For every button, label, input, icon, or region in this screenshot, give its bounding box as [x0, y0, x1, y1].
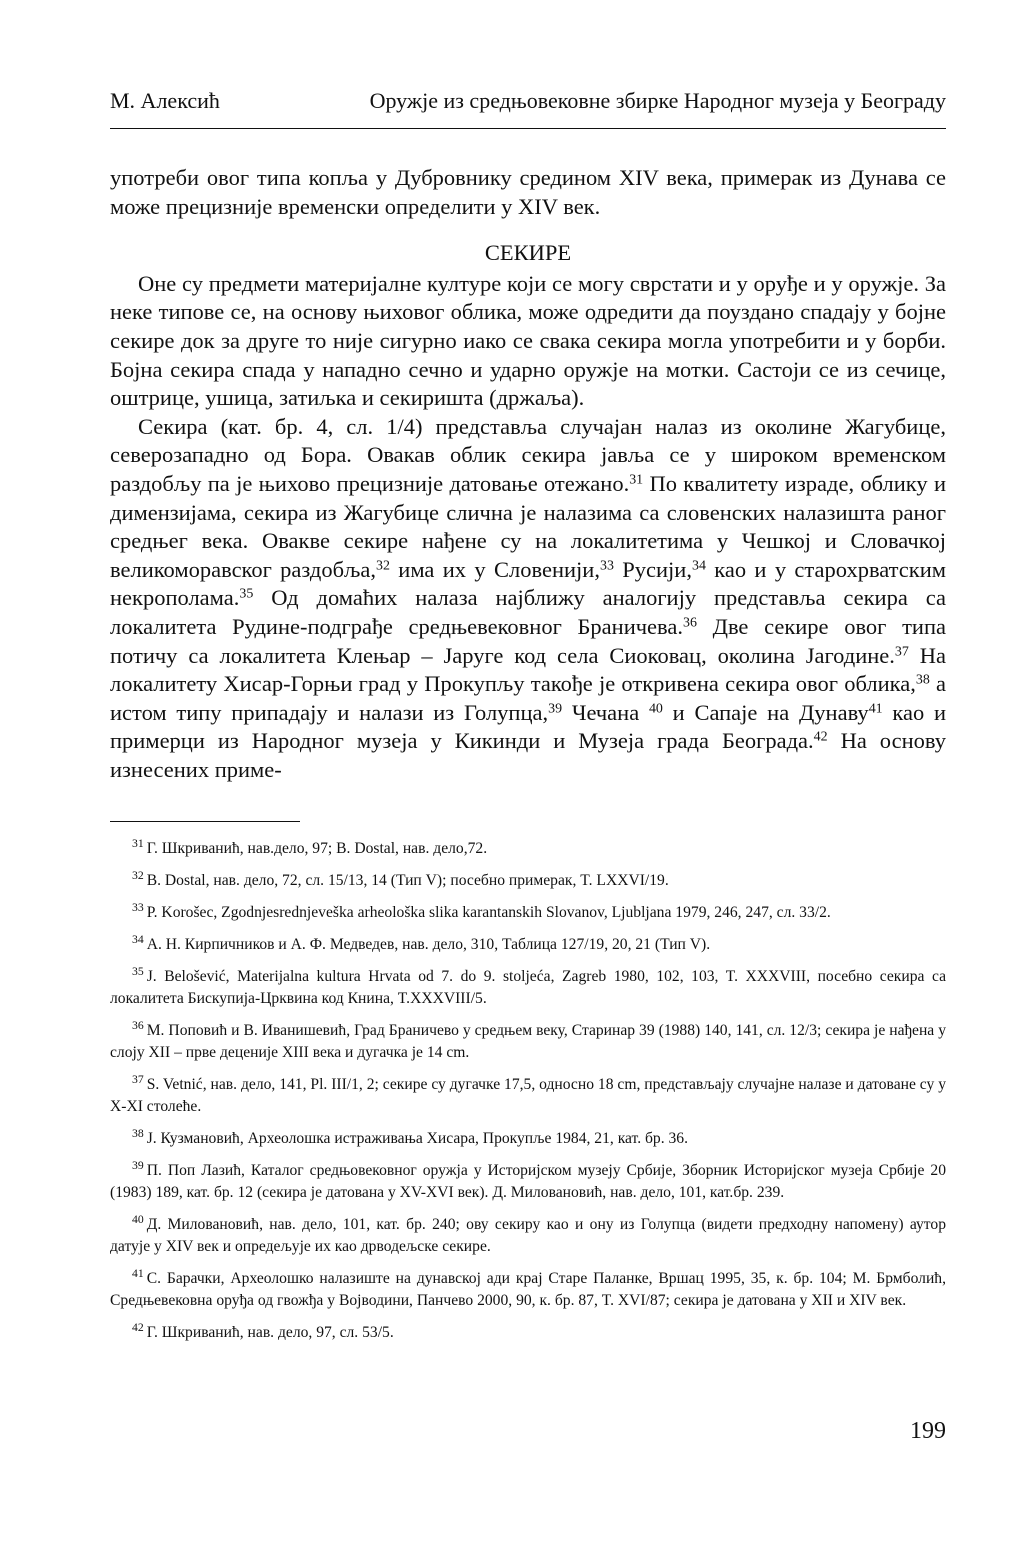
footnote-number: 34	[132, 932, 144, 946]
footnote-number: 31	[132, 836, 144, 850]
footnotes	[110, 838, 946, 1354]
footnote-ref-36[interactable]: 36	[682, 615, 697, 631]
footnote-number: 38	[132, 1126, 144, 1140]
paragraph-2: Оне су предмети материјалне културе који се могу сврстати и у оруђе и у оружје. За неке типове се, на основу њиховог облика, може одредити да поуздано спадају у бојне секире док за друге то није сигурно иако се свака секира могла употребити и у борби. Бојна секира спада у нападно сечно и ударно оружје на мотки. Састоји се из сечице, оштрице, ушица, затиљка и секиришта (држаља).	[110, 270, 946, 411]
footnote	[110, 1020, 946, 1064]
footnote-ref-35[interactable]: 35	[239, 586, 254, 602]
text-run: као и у старохрватским некрополама.	[110, 556, 946, 611]
footnote-ref-37[interactable]: 37	[894, 643, 909, 659]
footnote-ref-41[interactable]: 41	[868, 701, 883, 717]
footnote	[110, 934, 946, 956]
footnote-text: B. Dostal, нав. дело, 72, сл. 15/13, 14 (Тип V); посебно примерак, T. LXXVI/19.	[146, 872, 669, 889]
footnote	[110, 1128, 946, 1150]
footnote-number: 36	[132, 1018, 144, 1032]
footnote-ref-42[interactable]: 42	[813, 729, 828, 745]
text-run: Чечана	[562, 699, 649, 725]
footnote	[110, 1160, 946, 1204]
paragraph-3	[110, 413, 946, 785]
footnote-text: S. Vetnić, нав. дело, 141, Pl. III/1, 2; секире су дугачке 17,5, односно 18 cm, представљају случајне налазе и датоване су у X-XI столеће.	[110, 1076, 946, 1115]
footnote	[110, 966, 946, 1010]
text-run: има их у Словенији,	[389, 556, 600, 582]
page-number: 199	[910, 1418, 946, 1444]
footnote	[110, 902, 946, 924]
footnote	[110, 1214, 946, 1258]
section-heading: СЕКИРЕ	[484, 240, 572, 266]
footnote-text: Г. Шкриванић, нав. дело, 97, сл. 53/5.	[146, 1324, 394, 1341]
footnote-ref-33[interactable]: 33	[599, 558, 614, 574]
footnote-ref-32[interactable]: 32	[376, 558, 390, 574]
footnote-number: 32	[132, 868, 144, 882]
footnote-text: P. Korošec, Zgodnjesrednjeveška arheološka slika karantanskih Slovanov, Ljubljana 1979, 246, 247, сл. 33/2.	[146, 904, 831, 921]
text-run: На основу изнесених приме-	[110, 728, 946, 782]
footnote	[110, 1074, 946, 1118]
text-run: По квалитету израде, облику и димензијама, секира из Жагубице слична је налазима са словенских налазишта раног средњег века. Овакве секире нађене су на локалитетима у Чешкој и Словачкој великоморавског раздобља,	[110, 470, 946, 582]
text-run: Од домаћих налаза најближу аналогију представља секира са локалитета Рудине-подграђе средњевековног Браничева.	[110, 585, 946, 639]
footnote-ref-39[interactable]: 39	[548, 701, 563, 717]
footnote-number: 35	[132, 964, 144, 978]
footnote-text: J. Кузмановић, Археолошка истраживања Хисара, Прокупље 1984, 21, кат. бр. 36.	[146, 1130, 689, 1147]
footnote	[110, 870, 946, 892]
footnote-text: J. Belošević, Materijalna kultura Hrvata od 7. do 9. stoljeća, Zagreb 1980, 102, 103, T. XXXVIII, посебно секира са локалитета Бискупија-Црквина код Книна, T.XXXVIII/5.	[110, 968, 946, 1007]
footnote-ref-31[interactable]: 31	[629, 472, 644, 488]
footnote-text: А. Н. Кирпичников и А. Ф. Медведев, нав. дело, 310, Таблица 127/19, 20, 21 (Тип V).	[146, 936, 711, 953]
footnote-ref-38[interactable]: 38	[915, 672, 930, 688]
footnote-text: Г. Шкриванић, нав.дело, 97; B. Dostal, нав. дело,72.	[146, 840, 488, 857]
footnote-number: 40	[132, 1212, 144, 1226]
main-text	[110, 164, 946, 784]
footnote-text: П. Поп Лазић, Каталог средњовековног оружја у Историјском музеју Србије, Зборник Историјског музеја Србије 20 (1983) 189, кат. бр. 12 (секира је датована у XV-XVI век). Д. Миловановић, нав. дело, 101, кат.бр. 239.	[110, 1162, 946, 1201]
footnote	[110, 1268, 946, 1312]
running-header	[110, 88, 946, 124]
header-author: М. Алексић	[110, 88, 220, 113]
footnote-number: 42	[132, 1320, 144, 1334]
footnote-ref-34[interactable]: 34	[691, 558, 706, 574]
text-run: Русији,	[613, 556, 692, 582]
footnote-text: С. Барачки, Археолошко налазиште на дунавској ади крај Старе Паланке, Вршац 1995, 35, к. бр. 104; М. Брмболић, Средњевековна оруђа од гвожђа у Војводини, Панчево 2000, 90, к. бр. 87, T. XVI/87; секира је датована у XII и XIV век.	[110, 1270, 946, 1309]
footnote-number: 33	[132, 900, 144, 914]
text-run: као и примерци из Народног музеја у Кикинди и Музеја града Београда.	[110, 699, 947, 754]
footnote-text: М. Поповић и В. Иванишевић, Град Браничево у средњем веку, Старинар 39 (1988) 140, 141, сл. 12/3; секира је нађена у слоју XII – прве деценије XIII века и дугачка је 14 cm.	[110, 1022, 946, 1061]
text-run: На локалитету Хисар-Горњи град у Прокупљу такође је откривена секира овог облика,	[110, 642, 946, 697]
footnote	[110, 1322, 946, 1344]
footnote-number: 39	[132, 1158, 144, 1172]
footnote-number: 41	[132, 1266, 144, 1280]
text-run: а истом типу припадају и налази из Голупца,	[110, 671, 946, 725]
paragraph-1: употреби овог типа копља у Дубровнику средином XIV века, примерак из Дунава се може прецизније временски определити у XIV век.	[110, 165, 946, 219]
footnote-ref-40[interactable]: 40	[648, 701, 663, 717]
text-run: Секира (кат. бр. 4, сл. 1/4) представља случајан налаз из околине Жагубице, северозападно од Бора. Овакав облик секира јавља се у широком временском раздобљу па је њихово прецизније датовање отежано.	[110, 413, 946, 496]
footnote-rule	[110, 821, 300, 822]
footnote-number: 37	[132, 1072, 144, 1086]
footnote	[110, 838, 946, 860]
header-title: Оружје из средњовековне збирке Народног музеја у Београду	[369, 88, 946, 113]
footnote-text: Д. Миловановић, нав. дело, 101, кат. бр. 240; ову секиру као и ону из Голупца (видети предходну напомену) аутор датује у XIV век и опредељује их као дрводељске секире.	[110, 1216, 946, 1255]
text-run: Две секире овог типа потичу са локалитета Клењар – Јаруге код села Сиоковац, околина Јагодине.	[110, 613, 946, 668]
text-run: и Сапаје на Дунаву	[662, 699, 869, 725]
header-rule	[110, 128, 946, 129]
